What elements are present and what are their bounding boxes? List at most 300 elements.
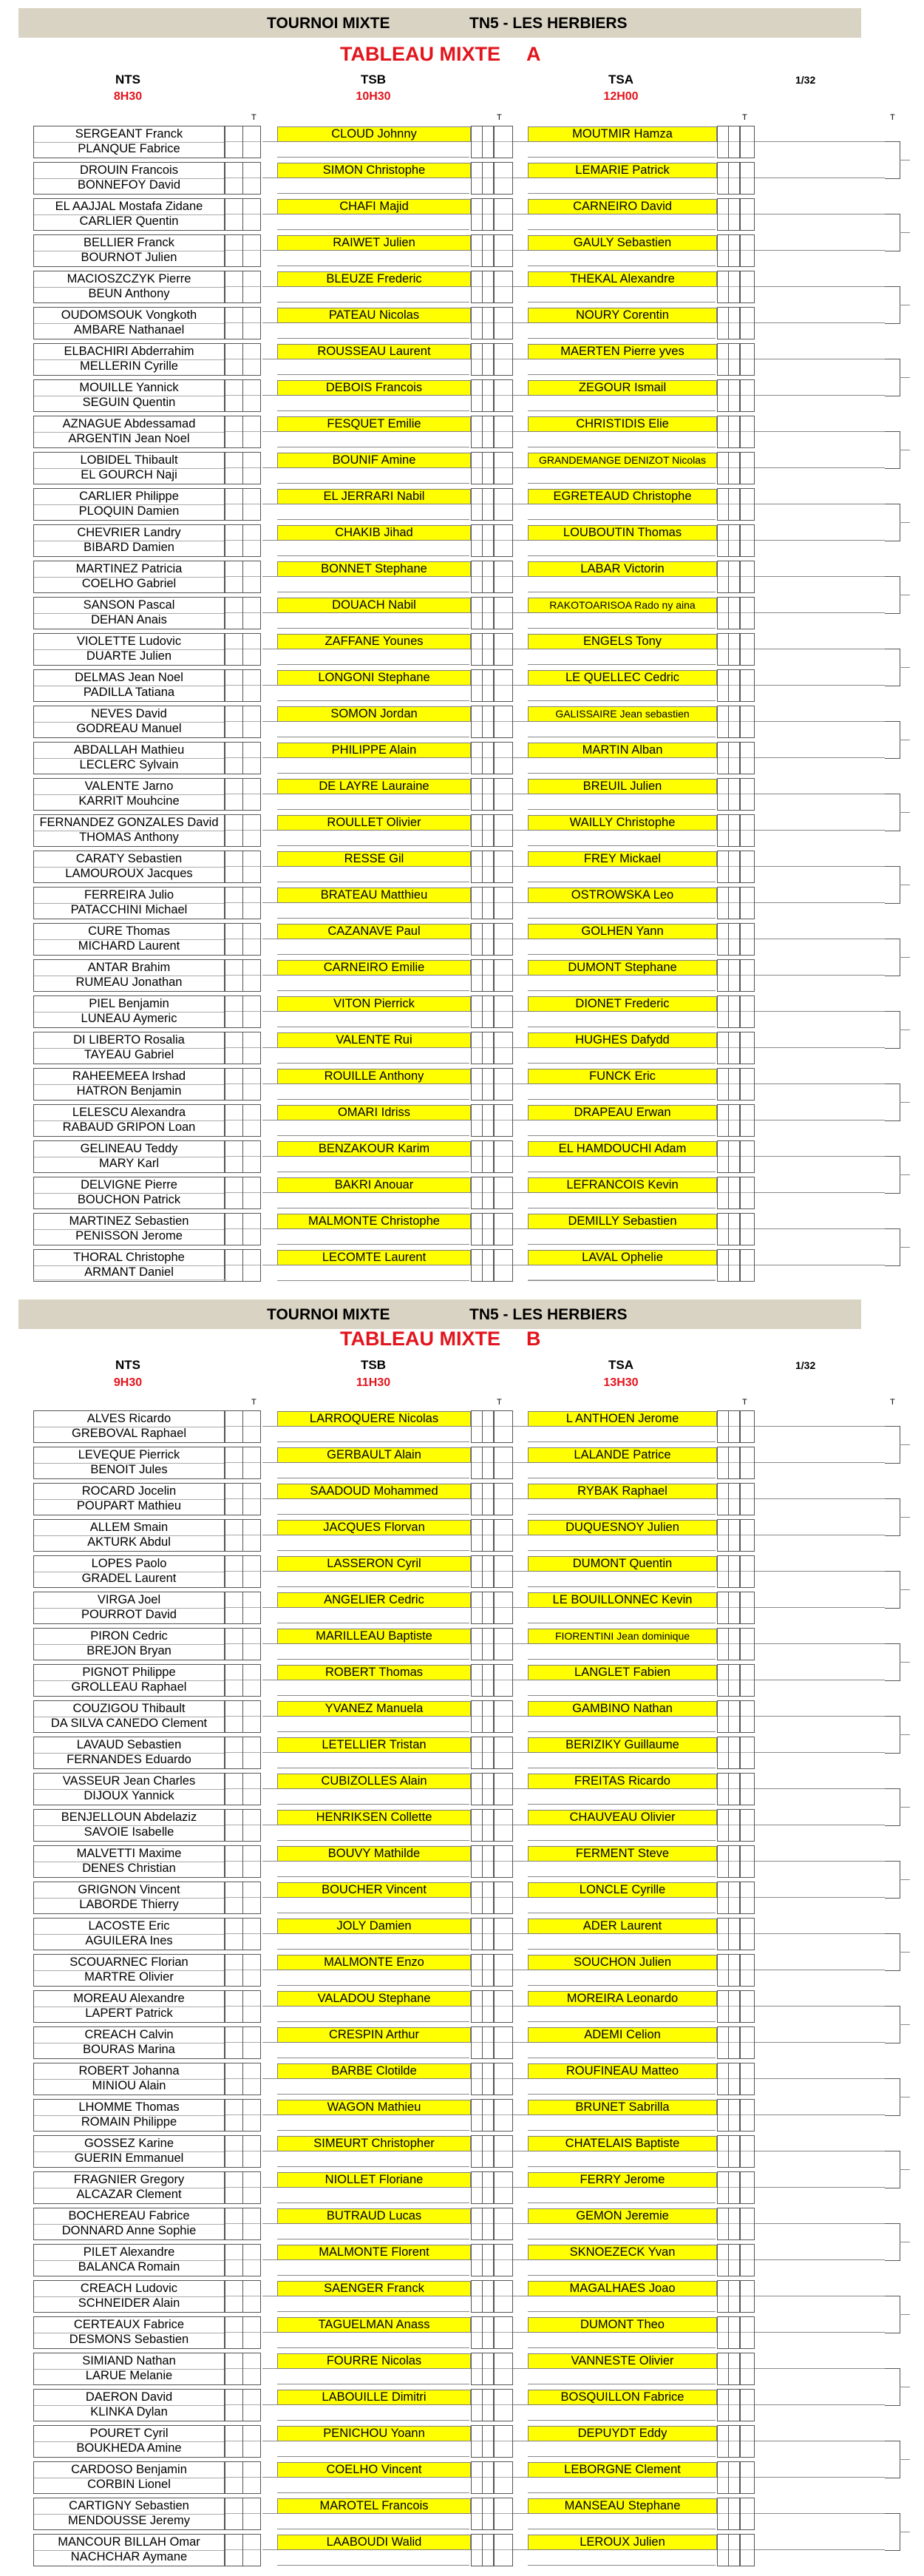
score-box[interactable] (225, 2208, 243, 2240)
score-box[interactable] (471, 416, 483, 448)
score-box[interactable] (482, 1249, 494, 1282)
score-box[interactable] (242, 1918, 261, 1950)
score-box[interactable] (494, 1592, 513, 1624)
score-box[interactable] (717, 2316, 729, 2349)
score-box[interactable] (242, 2208, 261, 2240)
score-box[interactable] (740, 1104, 755, 1137)
score-box[interactable] (242, 2135, 261, 2168)
score-box[interactable] (242, 343, 261, 376)
score-box[interactable] (740, 1177, 755, 1209)
score-box[interactable] (494, 1519, 513, 1552)
score-box[interactable] (717, 488, 729, 521)
score-box[interactable] (717, 597, 729, 629)
score-box[interactable] (740, 488, 755, 521)
score-box[interactable] (482, 1447, 494, 1479)
score-box[interactable] (471, 633, 483, 666)
score-box[interactable] (471, 1555, 483, 1588)
score-box[interactable] (728, 959, 740, 992)
score-box[interactable] (471, 234, 483, 267)
score-box[interactable] (225, 1410, 243, 1443)
score-box[interactable] (471, 488, 483, 521)
score-box[interactable] (717, 1555, 729, 1588)
score-box[interactable] (740, 1737, 755, 1769)
score-box[interactable] (225, 1104, 243, 1137)
score-box[interactable] (717, 2534, 729, 2566)
score-box[interactable] (225, 1213, 243, 1245)
score-box[interactable] (242, 1809, 261, 1842)
score-box[interactable] (740, 1664, 755, 1697)
score-box[interactable] (482, 488, 494, 521)
score-box[interactable] (242, 2280, 261, 2313)
score-box[interactable] (494, 234, 513, 267)
score-box[interactable] (728, 1447, 740, 1479)
score-box[interactable] (482, 2244, 494, 2276)
score-box[interactable] (728, 2461, 740, 2494)
score-box[interactable] (717, 1664, 729, 1697)
score-box[interactable] (242, 198, 261, 231)
score-box[interactable] (471, 1483, 483, 1515)
score-box[interactable] (225, 2316, 243, 2349)
score-box[interactable] (225, 1990, 243, 2023)
score-box[interactable] (717, 851, 729, 883)
score-box[interactable] (728, 1737, 740, 1769)
score-box[interactable] (494, 706, 513, 738)
score-box[interactable] (242, 1447, 261, 1479)
score-box[interactable] (740, 2280, 755, 2313)
score-box[interactable] (471, 1954, 483, 1987)
score-box[interactable] (717, 162, 729, 195)
score-box[interactable] (225, 633, 243, 666)
score-box[interactable] (482, 814, 494, 847)
score-box[interactable] (494, 923, 513, 956)
score-box[interactable] (242, 1213, 261, 1245)
score-box[interactable] (717, 452, 729, 484)
score-box[interactable] (471, 2534, 483, 2566)
score-box[interactable] (225, 814, 243, 847)
score-box[interactable] (740, 814, 755, 847)
score-box[interactable] (471, 271, 483, 303)
score-box[interactable] (740, 2244, 755, 2276)
score-box[interactable] (728, 452, 740, 484)
score-box[interactable] (494, 1483, 513, 1515)
score-box[interactable] (717, 1809, 729, 1842)
score-box[interactable] (242, 2389, 261, 2421)
score-box[interactable] (717, 1140, 729, 1173)
score-box[interactable] (471, 162, 483, 195)
score-box[interactable] (740, 1592, 755, 1624)
score-box[interactable] (242, 2461, 261, 2494)
score-box[interactable] (225, 887, 243, 919)
score-box[interactable] (471, 2280, 483, 2313)
score-box[interactable] (740, 2389, 755, 2421)
score-box[interactable] (728, 488, 740, 521)
score-box[interactable] (740, 778, 755, 811)
score-box[interactable] (482, 1737, 494, 1769)
score-box[interactable] (717, 2063, 729, 2095)
score-box[interactable] (494, 2425, 513, 2458)
score-box[interactable] (482, 923, 494, 956)
score-box[interactable] (728, 814, 740, 847)
score-box[interactable] (494, 1410, 513, 1443)
score-box[interactable] (717, 1068, 729, 1101)
score-box[interactable] (717, 2026, 729, 2059)
score-box[interactable] (482, 742, 494, 774)
score-box[interactable] (494, 2461, 513, 2494)
score-box[interactable] (717, 2171, 729, 2204)
score-box[interactable] (494, 1555, 513, 1588)
score-box[interactable] (225, 1737, 243, 1769)
score-box[interactable] (717, 669, 729, 702)
score-box[interactable] (482, 597, 494, 629)
score-box[interactable] (471, 379, 483, 412)
score-box[interactable] (482, 2171, 494, 2204)
score-box[interactable] (717, 234, 729, 267)
score-box[interactable] (494, 1918, 513, 1950)
score-box[interactable] (494, 597, 513, 629)
score-box[interactable] (728, 1954, 740, 1987)
score-box[interactable] (482, 2026, 494, 2059)
score-box[interactable] (225, 379, 243, 412)
score-box[interactable] (494, 2280, 513, 2313)
score-box[interactable] (494, 1177, 513, 1209)
score-box[interactable] (471, 959, 483, 992)
score-box[interactable] (242, 1068, 261, 1101)
score-box[interactable] (717, 2244, 729, 2276)
score-box[interactable] (728, 2425, 740, 2458)
score-box[interactable] (242, 1032, 261, 1064)
score-box[interactable] (225, 923, 243, 956)
score-box[interactable] (471, 1664, 483, 1697)
score-box[interactable] (482, 851, 494, 883)
score-box[interactable] (740, 2425, 755, 2458)
score-box[interactable] (482, 234, 494, 267)
score-box[interactable] (728, 1628, 740, 1660)
score-box[interactable] (482, 1032, 494, 1064)
score-box[interactable] (482, 2099, 494, 2132)
score-box[interactable] (728, 1990, 740, 2023)
score-box[interactable] (225, 959, 243, 992)
score-box[interactable] (471, 1213, 483, 1245)
score-box[interactable] (494, 1882, 513, 1914)
score-box[interactable] (717, 2208, 729, 2240)
score-box[interactable] (740, 1140, 755, 1173)
score-box[interactable] (717, 2280, 729, 2313)
score-box[interactable] (494, 669, 513, 702)
score-box[interactable] (728, 1773, 740, 1805)
score-box[interactable] (494, 416, 513, 448)
score-box[interactable] (728, 2353, 740, 2385)
score-box[interactable] (728, 1032, 740, 1064)
score-box[interactable] (482, 1990, 494, 2023)
score-box[interactable] (242, 2026, 261, 2059)
score-box[interactable] (225, 1773, 243, 1805)
score-box[interactable] (471, 995, 483, 1028)
score-box[interactable] (471, 2425, 483, 2458)
score-box[interactable] (482, 1068, 494, 1101)
score-box[interactable] (740, 1773, 755, 1805)
score-box[interactable] (242, 778, 261, 811)
score-box[interactable] (242, 234, 261, 267)
score-box[interactable] (482, 2425, 494, 2458)
score-box[interactable] (225, 452, 243, 484)
score-box[interactable] (494, 2099, 513, 2132)
score-box[interactable] (225, 1954, 243, 1987)
score-box[interactable] (740, 959, 755, 992)
score-box[interactable] (728, 2244, 740, 2276)
score-box[interactable] (471, 706, 483, 738)
score-box[interactable] (471, 2135, 483, 2168)
score-box[interactable] (482, 1773, 494, 1805)
score-box[interactable] (225, 307, 243, 339)
score-box[interactable] (740, 307, 755, 339)
score-box[interactable] (717, 561, 729, 593)
score-box[interactable] (482, 271, 494, 303)
score-box[interactable] (717, 778, 729, 811)
score-box[interactable] (740, 1700, 755, 1733)
score-box[interactable] (242, 126, 261, 158)
score-box[interactable] (482, 1845, 494, 1878)
score-box[interactable] (740, 2316, 755, 2349)
score-box[interactable] (471, 1773, 483, 1805)
score-box[interactable] (728, 778, 740, 811)
score-box[interactable] (740, 923, 755, 956)
score-box[interactable] (717, 995, 729, 1028)
score-box[interactable] (242, 1773, 261, 1805)
score-box[interactable] (482, 706, 494, 738)
score-box[interactable] (717, 742, 729, 774)
score-box[interactable] (242, 923, 261, 956)
score-box[interactable] (740, 524, 755, 557)
score-box[interactable] (242, 1990, 261, 2023)
score-box[interactable] (717, 307, 729, 339)
score-box[interactable] (471, 1410, 483, 1443)
score-box[interactable] (717, 198, 729, 231)
score-box[interactable] (482, 1177, 494, 1209)
score-box[interactable] (471, 561, 483, 593)
score-box[interactable] (728, 1664, 740, 1697)
score-box[interactable] (740, 633, 755, 666)
score-box[interactable] (728, 379, 740, 412)
score-box[interactable] (471, 669, 483, 702)
score-box[interactable] (225, 1592, 243, 1624)
score-box[interactable] (494, 561, 513, 593)
score-box[interactable] (482, 2534, 494, 2566)
score-box[interactable] (482, 1104, 494, 1137)
score-box[interactable] (728, 307, 740, 339)
score-box[interactable] (494, 1700, 513, 1733)
score-box[interactable] (482, 416, 494, 448)
score-box[interactable] (728, 561, 740, 593)
score-box[interactable] (482, 2353, 494, 2385)
score-box[interactable] (482, 2461, 494, 2494)
score-box[interactable] (717, 126, 729, 158)
score-box[interactable] (482, 959, 494, 992)
score-box[interactable] (728, 1555, 740, 1588)
score-box[interactable] (471, 452, 483, 484)
score-box[interactable] (740, 561, 755, 593)
score-box[interactable] (242, 1249, 261, 1282)
score-box[interactable] (740, 1954, 755, 1987)
score-box[interactable] (482, 887, 494, 919)
score-box[interactable] (740, 1809, 755, 1842)
score-box[interactable] (225, 2425, 243, 2458)
score-box[interactable] (728, 887, 740, 919)
score-box[interactable] (494, 2135, 513, 2168)
score-box[interactable] (494, 959, 513, 992)
score-box[interactable] (740, 1882, 755, 1914)
score-box[interactable] (482, 778, 494, 811)
score-box[interactable] (740, 742, 755, 774)
score-box[interactable] (728, 742, 740, 774)
score-box[interactable] (482, 1592, 494, 1624)
score-box[interactable] (728, 1410, 740, 1443)
score-box[interactable] (225, 2063, 243, 2095)
score-box[interactable] (225, 1700, 243, 1733)
score-box[interactable] (717, 2461, 729, 2494)
score-box[interactable] (740, 1519, 755, 1552)
score-box[interactable] (494, 452, 513, 484)
score-box[interactable] (482, 1519, 494, 1552)
score-box[interactable] (242, 2498, 261, 2530)
score-box[interactable] (225, 2244, 243, 2276)
score-box[interactable] (717, 1954, 729, 1987)
score-box[interactable] (225, 1882, 243, 1914)
score-box[interactable] (482, 126, 494, 158)
score-box[interactable] (728, 2498, 740, 2530)
score-box[interactable] (225, 2534, 243, 2566)
score-box[interactable] (494, 2026, 513, 2059)
score-box[interactable] (225, 1140, 243, 1173)
score-box[interactable] (471, 2353, 483, 2385)
score-box[interactable] (717, 416, 729, 448)
score-box[interactable] (225, 1845, 243, 1878)
score-box[interactable] (471, 597, 483, 629)
score-box[interactable] (728, 126, 740, 158)
score-box[interactable] (225, 234, 243, 267)
score-box[interactable] (225, 2099, 243, 2132)
score-box[interactable] (242, 1140, 261, 1173)
score-box[interactable] (225, 198, 243, 231)
score-box[interactable] (740, 597, 755, 629)
score-box[interactable] (740, 995, 755, 1028)
score-box[interactable] (482, 307, 494, 339)
score-box[interactable] (494, 1954, 513, 1987)
score-box[interactable] (728, 162, 740, 195)
score-box[interactable] (728, 1213, 740, 1245)
score-box[interactable] (717, 2425, 729, 2458)
score-box[interactable] (225, 706, 243, 738)
score-box[interactable] (728, 633, 740, 666)
score-box[interactable] (242, 561, 261, 593)
score-box[interactable] (740, 2208, 755, 2240)
score-box[interactable] (740, 887, 755, 919)
score-box[interactable] (471, 1990, 483, 2023)
score-box[interactable] (225, 1918, 243, 1950)
score-box[interactable] (225, 1177, 243, 1209)
score-box[interactable] (740, 2534, 755, 2566)
score-box[interactable] (471, 1447, 483, 1479)
score-box[interactable] (482, 1555, 494, 1588)
score-box[interactable] (728, 524, 740, 557)
score-box[interactable] (740, 2063, 755, 2095)
score-box[interactable] (225, 162, 243, 195)
score-box[interactable] (728, 2171, 740, 2204)
score-box[interactable] (717, 2353, 729, 2385)
score-box[interactable] (494, 2389, 513, 2421)
score-box[interactable] (225, 1447, 243, 1479)
score-box[interactable] (728, 2026, 740, 2059)
score-box[interactable] (482, 669, 494, 702)
score-box[interactable] (482, 1664, 494, 1697)
score-box[interactable] (482, 2389, 494, 2421)
score-box[interactable] (242, 1882, 261, 1914)
score-box[interactable] (225, 2389, 243, 2421)
score-box[interactable] (728, 198, 740, 231)
score-box[interactable] (717, 887, 729, 919)
score-box[interactable] (225, 669, 243, 702)
score-box[interactable] (471, 923, 483, 956)
score-box[interactable] (482, 1954, 494, 1987)
score-box[interactable] (494, 2171, 513, 2204)
score-box[interactable] (494, 1990, 513, 2023)
score-box[interactable] (242, 814, 261, 847)
score-box[interactable] (225, 1664, 243, 1697)
score-box[interactable] (740, 1918, 755, 1950)
score-box[interactable] (740, 1213, 755, 1245)
score-box[interactable] (717, 2498, 729, 2530)
score-box[interactable] (728, 1177, 740, 1209)
score-box[interactable] (740, 2135, 755, 2168)
score-box[interactable] (728, 995, 740, 1028)
score-box[interactable] (482, 561, 494, 593)
score-box[interactable] (740, 234, 755, 267)
score-box[interactable] (482, 2280, 494, 2313)
score-box[interactable] (471, 2208, 483, 2240)
score-box[interactable] (717, 1882, 729, 1914)
score-box[interactable] (740, 1845, 755, 1878)
score-box[interactable] (717, 343, 729, 376)
score-box[interactable] (471, 1519, 483, 1552)
score-box[interactable] (225, 1483, 243, 1515)
score-box[interactable] (242, 2063, 261, 2095)
score-box[interactable] (740, 2026, 755, 2059)
score-box[interactable] (471, 887, 483, 919)
score-box[interactable] (728, 706, 740, 738)
score-box[interactable] (242, 959, 261, 992)
score-box[interactable] (740, 706, 755, 738)
score-box[interactable] (242, 887, 261, 919)
score-box[interactable] (717, 2135, 729, 2168)
score-box[interactable] (242, 1177, 261, 1209)
score-box[interactable] (494, 778, 513, 811)
score-box[interactable] (225, 2461, 243, 2494)
score-box[interactable] (728, 271, 740, 303)
score-box[interactable] (482, 379, 494, 412)
score-box[interactable] (482, 198, 494, 231)
score-box[interactable] (728, 1068, 740, 1101)
score-box[interactable] (225, 343, 243, 376)
score-box[interactable] (482, 1700, 494, 1733)
score-box[interactable] (242, 307, 261, 339)
score-box[interactable] (242, 416, 261, 448)
score-box[interactable] (242, 1700, 261, 1733)
score-box[interactable] (740, 1032, 755, 1064)
score-box[interactable] (225, 2026, 243, 2059)
score-box[interactable] (740, 2353, 755, 2385)
score-box[interactable] (242, 1592, 261, 1624)
score-box[interactable] (471, 524, 483, 557)
score-box[interactable] (717, 271, 729, 303)
